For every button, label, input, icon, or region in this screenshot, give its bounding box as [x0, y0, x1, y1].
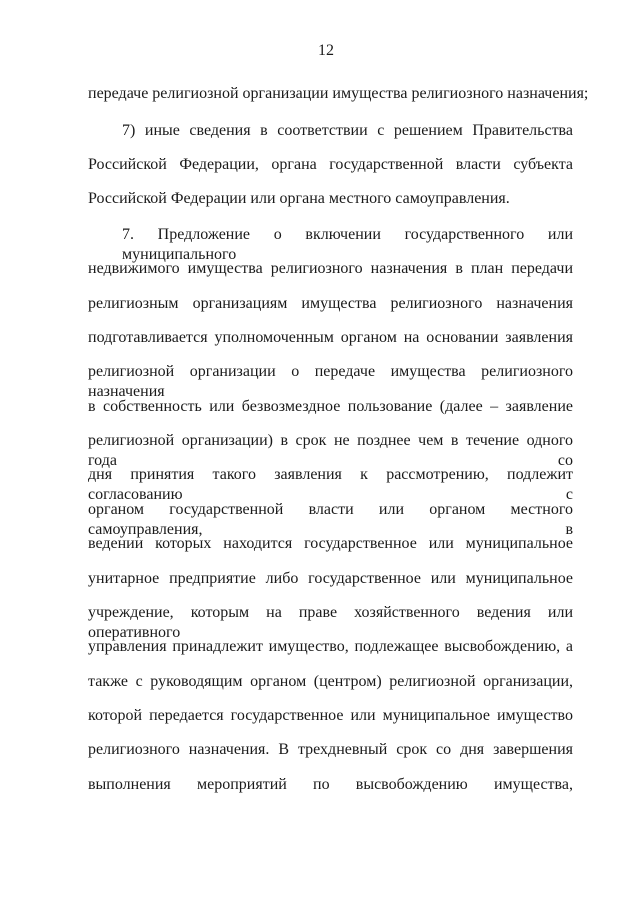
text-line: религиозной организации) в срок не позднее чем в течение одного года со	[88, 432, 573, 469]
text-line: недвижимого имущества религиозного назначения в план передачи	[88, 260, 573, 277]
text-line: органом государственной власти или органом местного самоуправления, в	[88, 501, 573, 538]
text-line: 7. Предложение о включении государственного или муниципального	[122, 226, 573, 263]
text-line: религиозной организации о передаче имущества религиозного назначения	[88, 363, 573, 400]
text-line: которой передается государственное или муниципальное имущество	[88, 707, 573, 724]
text-line: унитарное предприятие либо государственное или муниципальное	[88, 570, 573, 587]
text-line: ведении которых находится государственное или муниципальное	[88, 535, 573, 552]
text-line: в собственность или безвозмездное пользование (далее – заявление	[88, 398, 573, 415]
page-number: 12	[318, 42, 334, 59]
text-line: дня принятия такого заявления к рассмотрению, подлежит согласованию с	[88, 466, 573, 503]
text-line: подготавливается уполномоченным органом на основании заявления	[88, 329, 573, 346]
text-line: Российской Федерации или органа местного самоуправления.	[88, 190, 510, 207]
text-line: Российской Федерации, органа государственной власти субъекта	[88, 156, 573, 173]
text-line: также с руководящим органом (центром) религиозной организации,	[88, 673, 573, 690]
text-line: выполнения мероприятий по высвобождению имущества,	[88, 776, 573, 793]
text-line: передаче религиозной организации имущества религиозного назначения;	[88, 85, 589, 102]
text-line: религиозного назначения. В трехдневный срок со дня завершения	[88, 741, 573, 758]
text-line: учреждение, которым на праве хозяйственного ведения или оперативного	[88, 604, 573, 641]
text-line: религиозным организациям имущества религиозного назначения	[88, 295, 573, 312]
text-line: 7) иные сведения в соответствии с решением Правительства	[122, 122, 573, 139]
text-line: управления принадлежит имущество, подлежащее высвобождению, а	[88, 638, 573, 655]
